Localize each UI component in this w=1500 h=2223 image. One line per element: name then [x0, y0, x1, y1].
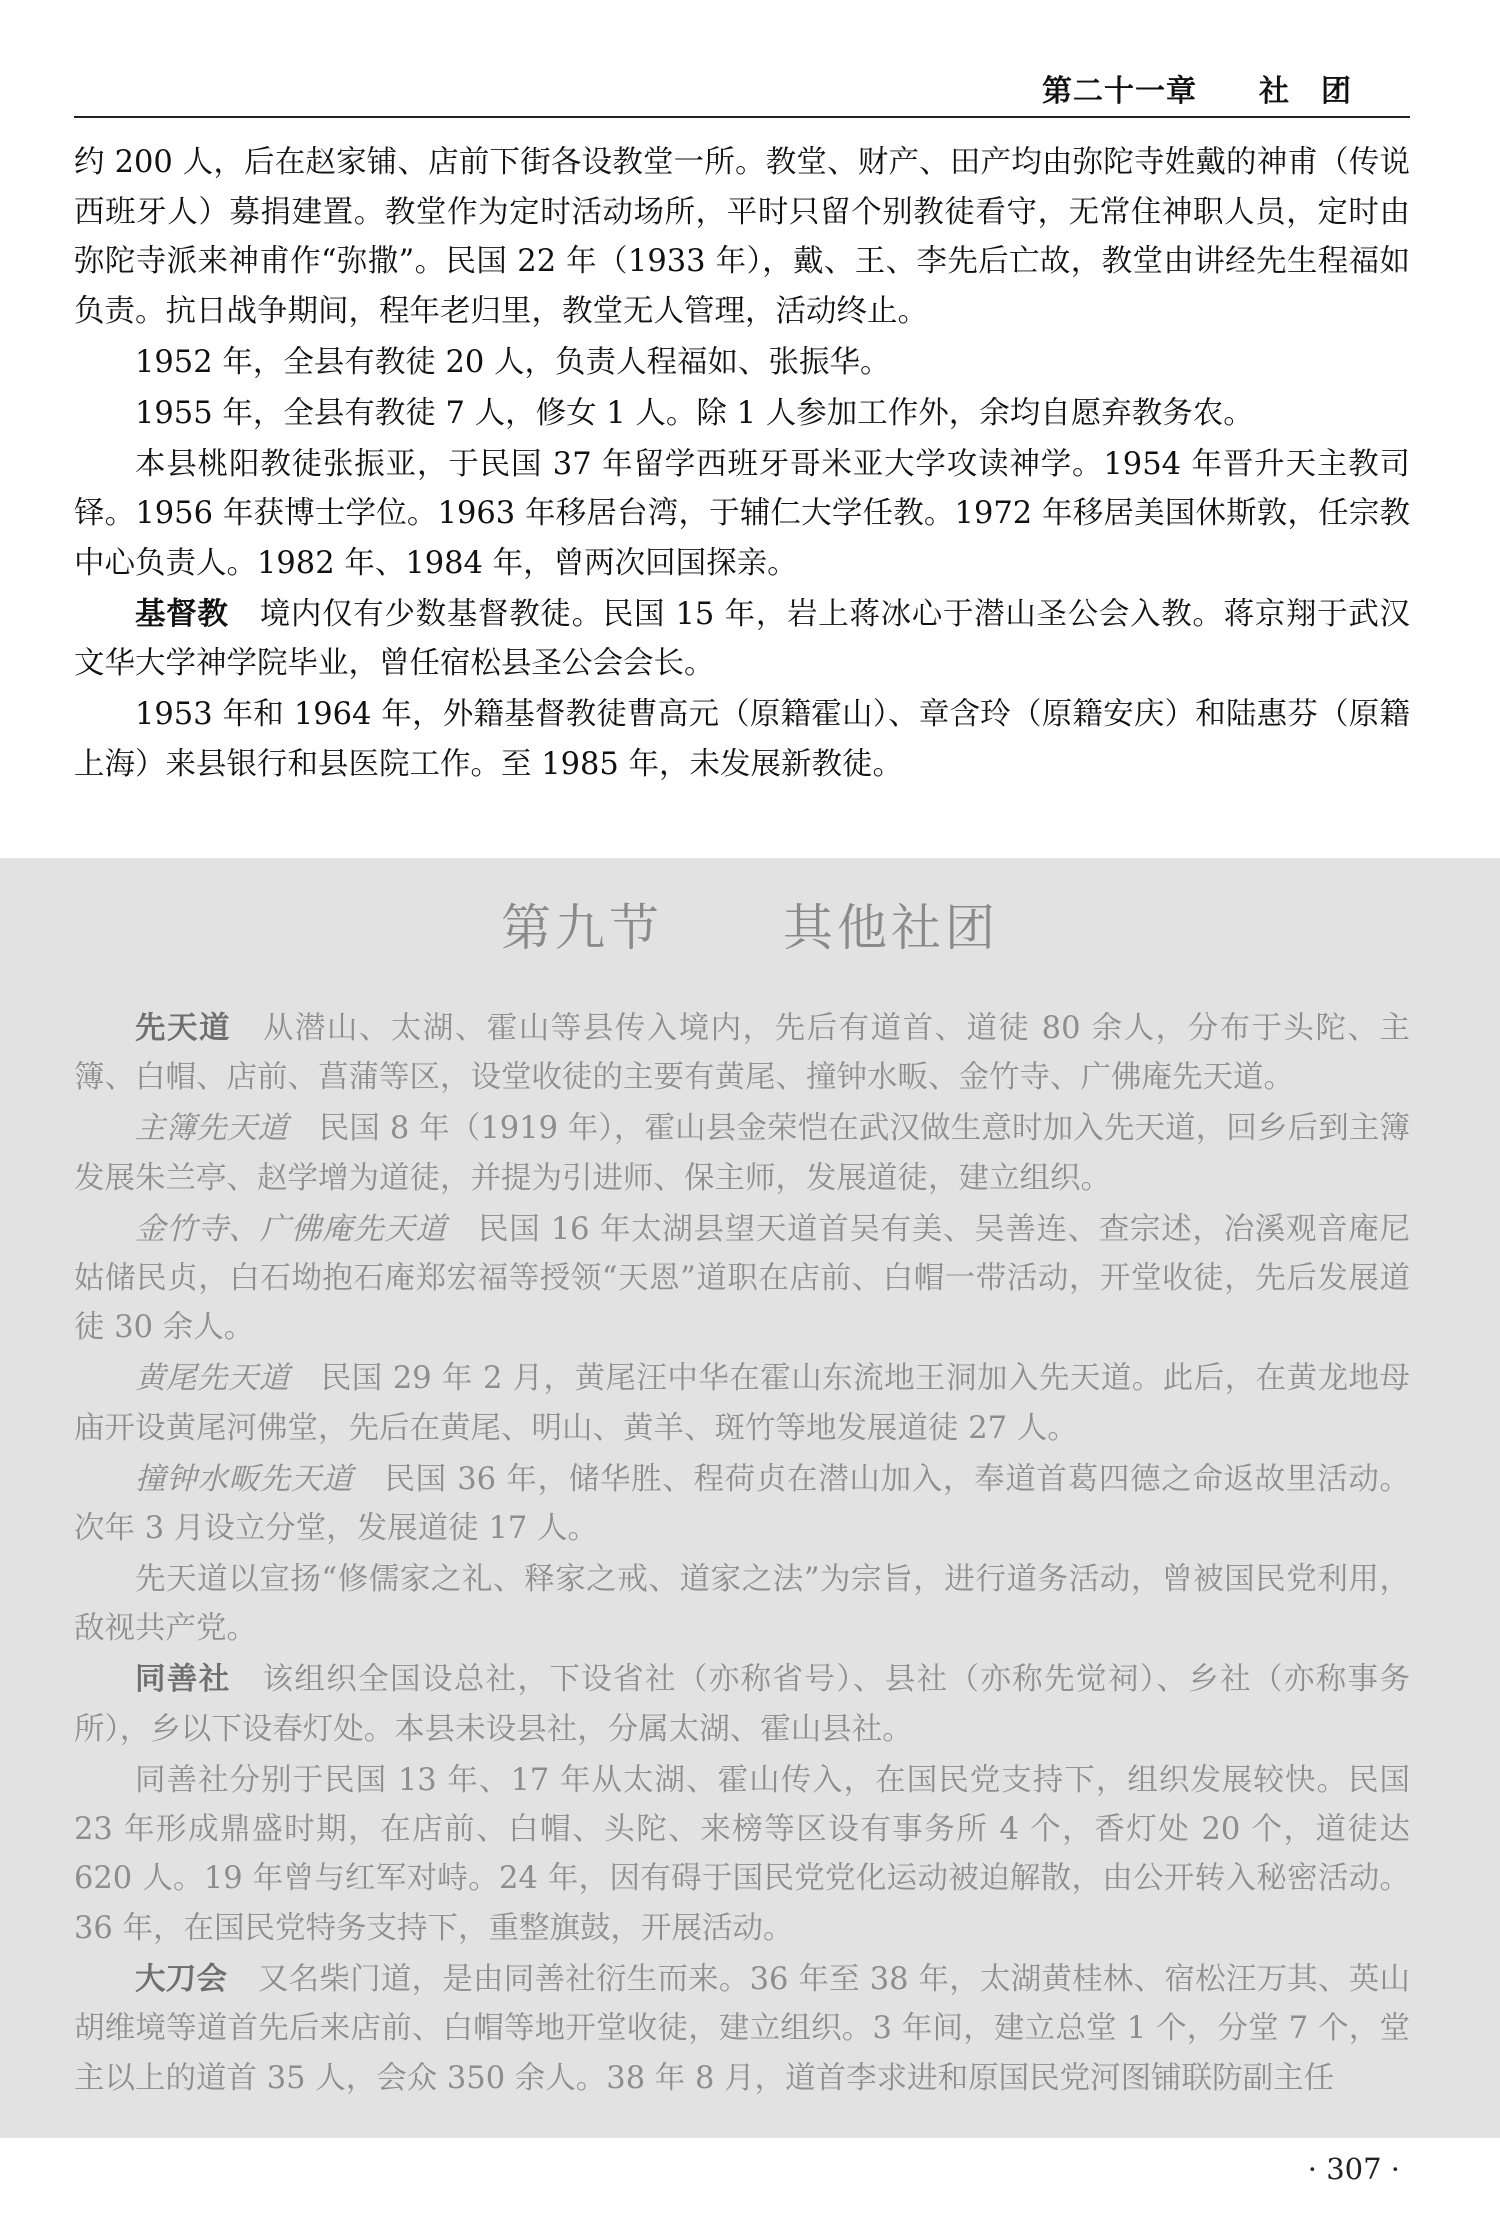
- paragraph: 1952 年，全县有教徒 20 人，负责人程福如、张振华。: [135, 344, 891, 380]
- paragraph-keyword: 先天道: [135, 1011, 231, 1046]
- paragraph: 黄尾先天道 民国 29 年 2 月，黄尾汪中华在霍山东流地王洞加入先天道。此后，在黄龙地母庙开设黄尾河佛堂，先后在黄尾、明山、黄羊、斑竹等地发展道徒 27 人。: [74, 1361, 1411, 1446]
- running-header: [74, 62, 1410, 118]
- section-title: [0, 888, 1500, 960]
- paragraph-keyword: 基督教: [135, 596, 229, 632]
- chapter-title: 第二十一章 社 团: [1042, 74, 1352, 109]
- paragraph: 撞钟水畈先天道 民国 36 年，储华胜、程荷贞在潜山加入，奉道首葛四德之命返故里活动。次年 3 月设立分堂，发展道徒 17 人。: [74, 1461, 1411, 1547]
- paragraph-keyword: 主簿先天道: [135, 1111, 289, 1147]
- paragraph: 先天道以宣扬“修儒家之礼、释家之戒、道家之法”为宗旨，进行道务活动，曾被国民党利用，敌视共产党。: [74, 1561, 1410, 1647]
- paragraph: 先天道 从潜山、太湖、霍山等县传入境内，先后有道首、道徒 80 余人，分布于头陀、主簿、白帽、店前、菖蒲等区，设堂收徒的主要有黄尾、撞钟水畈、金竹寺、广佛庵先天道。: [74, 1011, 1411, 1096]
- paragraph: 基督教 境内仅有少数基督教徒。民国 15 年，岩上蒋冰心于潜山圣公会入教。蒋京翔于武汉文华大学神学院毕业，曾任宿松县圣公会会长。: [74, 596, 1411, 681]
- paragraph-keyword: 黄尾先天道: [135, 1361, 290, 1397]
- top-text-block: [74, 138, 1410, 791]
- paragraph: 1953 年和 1964 年，外籍基督教徒曹高元（原籍霍山）、章含玲（原籍安庆）和陆惠芬（原籍上海）来县银行和县医院工作。至 1985 年，未发展新教徒。: [74, 697, 1410, 782]
- paragraph: 约 200 人，后在赵家铺、店前下街各设教堂一所。教堂、财产、田产均由弥陀寺姓戴的神甫（传说西班牙人）募捐建置。教堂作为定时活动场所，平时只留个别教徒看守，无常住神职人员，定时由弥陀寺派来神甫作“弥撒”。民国 22 年（1933 年），戴、王、李先后亡故，教堂由讲经先生程福如负责。抗日战争期间，程年老归里，教堂无人管理，活动终止。: [74, 145, 1410, 329]
- paragraph-keyword: 金竹寺、广佛庵先天道: [135, 1211, 447, 1247]
- paragraph: 1955 年，全县有教徒 7 人，修女 1 人。除 1 人参加工作外，余均自愿弃教务农。: [135, 395, 1254, 431]
- section-name: 其他社团: [783, 899, 999, 957]
- paragraph-keyword: 同善社: [135, 1662, 231, 1698]
- paragraph: 金竹寺、广佛庵先天道 民国 16 年太湖县望天道首吴有美、吴善连、查宗述，冶溪观音庵尼姑储民贞，白石坳抱石庵郑宏福等授领“天恩”道职在店前、白帽一带活动，开堂收徒，先后发展道徒 30 余人。: [74, 1211, 1411, 1346]
- paragraph: 主簿先天道 民国 8 年（1919 年），霍山县金荣恺在武汉做生意时加入先天道，回乡后到主簿发展朱兰亭、赵学增为道徒，并提为引进师、保主师，发展道徒，建立组织。: [74, 1111, 1411, 1196]
- paragraph-keyword: 大刀会: [135, 1961, 228, 1997]
- paragraph: 同善社 该组织全国设总社，下设省社（亦称省号）、县社（亦称先觉祠）、乡社（亦称事务所），乡以下设春灯处。本县未设县社，分属太湖、霍山县社。: [74, 1662, 1410, 1747]
- paragraph-keyword: 撞钟水畈先天道: [135, 1461, 354, 1497]
- section-text-block: [74, 1004, 1410, 2104]
- section-number: 第九节: [501, 899, 663, 957]
- paragraph: 本县桃阳教徒张振亚，于民国 37 年留学西班牙哥米亚大学攻读神学。1954 年晋升天主教司铎。1956 年获博士学位。1963 年移居台湾，于辅仁大学任教。1972 年移居美国休斯敦，任宗教中心负责人。1982 年、1984 年，曾两次回国探亲。: [74, 446, 1410, 581]
- paragraph: 大刀会 又名柴门道，是由同善社衍生而来。36 年至 38 年，太湖黄桂林、宿松汪万其、英山胡维境等道首先后来店前、白帽等地开堂收徒，建立组织。3 年间，建立总堂 1 个，分堂 7 个，堂主以上的道首 35 人，会众 350 余人。38 年 8 月，道首李求进和原国民党河图铺联防副主任: [74, 1961, 1410, 2096]
- paragraph: 同善社分别于民国 13 年、17 年从太湖、霍山传入，在国民党支持下，组织发展较快。民国 23 年形成鼎盛时期，在店前、白帽、头陀、来榜等区设有事务所 4 个，香灯处 20 个，道徒达 620 人。19 年曾与红军对峙。24 年，因有碍于国民党党化运动被迫解散，由公开转入秘密活动。36 年，在国民党特务支持下，重整旗鼓，开展活动。: [74, 1762, 1410, 1946]
- page-number: · 307 ·: [1307, 2152, 1400, 2186]
